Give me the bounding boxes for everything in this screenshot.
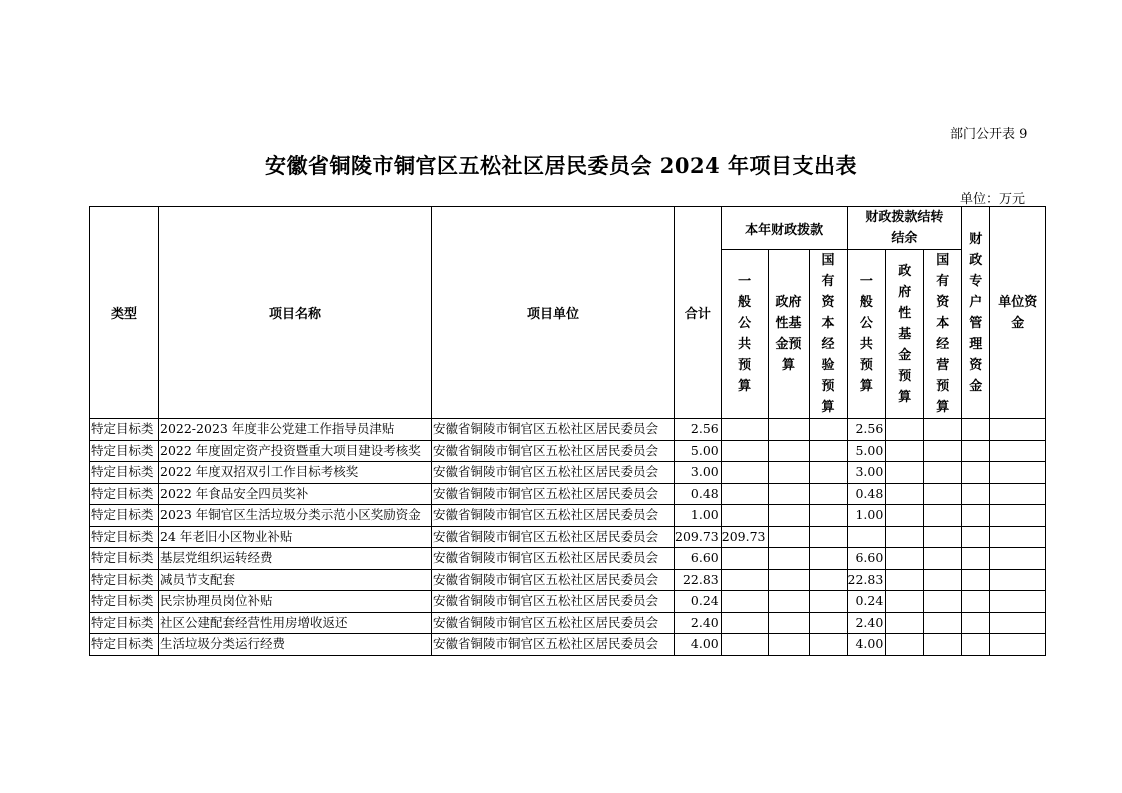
cell-project-name: 基层党组织运转经费 [159,548,432,570]
cell-empty [924,440,962,462]
cell-type: 特定目标类 [90,526,159,548]
cell-empty [962,419,990,441]
table-row [90,548,1046,570]
table-row [90,462,1046,484]
header-carryover-balance: 财政拨款结转结余 [847,207,962,250]
cell-empty [809,505,847,527]
header-carry-fund-budget: 政府性基金预算 [886,250,924,419]
cell-empty [990,634,1046,656]
cell-type: 特定目标类 [90,505,159,527]
cell-carry-general: 3.00 [847,462,886,484]
table-row [90,634,1046,656]
cell-carry-general [847,526,886,548]
cell-empty [886,569,924,591]
cell-total: 2.40 [675,612,722,634]
cell-project-name: 2022 年度固定资产投资暨重大项目建设考核奖 [159,440,432,462]
cell-cur-general: 209.73 [721,526,768,548]
cell-project-unit: 安徽省铜陵市铜官区五松社区居民委员会 [432,419,675,441]
cell-total: 209.73 [675,526,722,548]
cell-empty [768,462,809,484]
cell-project-unit: 安徽省铜陵市铜官区五松社区居民委员会 [432,440,675,462]
cell-empty [962,526,990,548]
cell-project-unit: 安徽省铜陵市铜官区五松社区居民委员会 [432,483,675,505]
header-carry-state-capital-budget: 国有资本经营预算 [924,250,962,419]
cell-type: 特定目标类 [90,591,159,613]
cell-type: 特定目标类 [90,569,159,591]
cell-cur-general [721,440,768,462]
cell-project-name: 2022 年食品安全四员奖补 [159,483,432,505]
table-row [90,505,1046,527]
cell-total: 3.00 [675,462,722,484]
cell-empty [990,548,1046,570]
form-number: 部门公开表 9 [950,127,1028,142]
cell-project-unit: 安徽省铜陵市铜官区五松社区居民委员会 [432,634,675,656]
cell-empty [886,526,924,548]
cell-project-unit: 安徽省铜陵市铜官区五松社区居民委员会 [432,505,675,527]
cell-cur-general [721,634,768,656]
cell-empty [809,591,847,613]
unit-label: 单位：万元 [960,192,1026,207]
cell-cur-general [721,462,768,484]
cell-empty [924,526,962,548]
header-carry-general-budget: 一般公共预算 [847,250,886,419]
cell-empty [924,505,962,527]
cell-total: 1.00 [675,505,722,527]
table-row [90,569,1046,591]
cell-project-name: 2022 年度双招双引工作目标考核奖 [159,462,432,484]
table-row [90,440,1046,462]
cell-empty [886,591,924,613]
header-special-account-funds: 财政专户管理资金 [962,207,990,419]
cell-empty [924,462,962,484]
cell-cur-general [721,505,768,527]
cell-cur-general [721,483,768,505]
cell-cur-general [721,591,768,613]
cell-empty [886,612,924,634]
project-expenditure-table [89,206,1046,656]
cell-project-name: 2023 年铜官区生活垃圾分类示范小区奖励资金 [159,505,432,527]
header-type: 类型 [90,207,159,419]
cell-empty [924,548,962,570]
cell-empty [809,569,847,591]
cell-empty [886,634,924,656]
cell-empty [924,419,962,441]
table-row [90,612,1046,634]
cell-empty [962,483,990,505]
table-row [90,591,1046,613]
cell-total: 0.24 [675,591,722,613]
cell-carry-general: 4.00 [847,634,886,656]
cell-empty [886,440,924,462]
cell-empty [809,612,847,634]
header-cur-general-budget: 一般公共预算 [721,250,768,419]
cell-empty [924,634,962,656]
header-cur-state-capital-budget: 国有资本经验预算 [809,250,847,419]
cell-empty [809,526,847,548]
cell-total: 2.56 [675,419,722,441]
cell-empty [768,569,809,591]
cell-empty [768,526,809,548]
cell-cur-general [721,548,768,570]
header-cur-fund-budget: 政府性基金预算 [768,250,809,419]
cell-project-unit: 安徽省铜陵市铜官区五松社区居民委员会 [432,612,675,634]
cell-carry-general: 22.83 [847,569,886,591]
cell-empty [886,505,924,527]
cell-cur-general [721,612,768,634]
cell-carry-general: 0.24 [847,591,886,613]
cell-project-unit: 安徽省铜陵市铜官区五松社区居民委员会 [432,548,675,570]
cell-empty [990,440,1046,462]
cell-cur-general [721,419,768,441]
cell-total: 5.00 [675,440,722,462]
cell-type: 特定目标类 [90,634,159,656]
cell-carry-general: 2.56 [847,419,886,441]
cell-empty [962,440,990,462]
cell-empty [809,548,847,570]
cell-total: 0.48 [675,483,722,505]
cell-project-name: 减员节支配套 [159,569,432,591]
cell-carry-general: 6.60 [847,548,886,570]
cell-type: 特定目标类 [90,440,159,462]
cell-carry-general: 5.00 [847,440,886,462]
header-current-year-appropriation: 本年财政拨款 [721,207,847,250]
cell-empty [809,419,847,441]
cell-empty [768,505,809,527]
cell-total: 22.83 [675,569,722,591]
cell-type: 特定目标类 [90,548,159,570]
cell-project-unit: 安徽省铜陵市铜官区五松社区居民委员会 [432,569,675,591]
cell-empty [768,548,809,570]
cell-empty [886,419,924,441]
cell-empty [962,569,990,591]
cell-cur-general [721,569,768,591]
cell-project-unit: 安徽省铜陵市铜官区五松社区居民委员会 [432,591,675,613]
cell-empty [886,462,924,484]
cell-empty [990,569,1046,591]
cell-empty [990,526,1046,548]
cell-empty [962,462,990,484]
cell-empty [990,483,1046,505]
cell-empty [962,634,990,656]
cell-empty [768,440,809,462]
cell-empty [768,483,809,505]
cell-empty [809,634,847,656]
cell-project-name: 社区公建配套经营性用房增收返还 [159,612,432,634]
header-unit-funds: 单位资金 [990,207,1046,419]
cell-type: 特定目标类 [90,612,159,634]
cell-empty [924,569,962,591]
cell-project-name: 2022-2023 年度非公党建工作指导员津贴 [159,419,432,441]
cell-empty [990,591,1046,613]
cell-type: 特定目标类 [90,483,159,505]
cell-empty [990,462,1046,484]
cell-empty [768,634,809,656]
cell-project-name: 24 年老旧小区物业补贴 [159,526,432,548]
cell-empty [962,591,990,613]
cell-carry-general: 2.40 [847,612,886,634]
cell-empty [962,505,990,527]
table-row [90,419,1046,441]
cell-empty [886,548,924,570]
cell-empty [990,612,1046,634]
cell-empty [924,591,962,613]
cell-empty [924,612,962,634]
cell-total: 6.60 [675,548,722,570]
cell-empty [768,591,809,613]
cell-total: 4.00 [675,634,722,656]
cell-type: 特定目标类 [90,419,159,441]
header-project-name: 项目名称 [159,207,432,419]
page-title: 安徽省铜陵市铜官区五松社区居民委员会 2024 年项目支出表 [264,153,858,178]
cell-empty [990,419,1046,441]
cell-empty [990,505,1046,527]
cell-empty [924,483,962,505]
cell-empty [768,612,809,634]
cell-empty [809,462,847,484]
cell-empty [962,548,990,570]
cell-carry-general: 1.00 [847,505,886,527]
cell-type: 特定目标类 [90,462,159,484]
cell-carry-general: 0.48 [847,483,886,505]
cell-empty [809,483,847,505]
table-row [90,526,1046,548]
header-project-unit: 项目单位 [432,207,675,419]
cell-empty [809,440,847,462]
header-total: 合计 [675,207,722,419]
cell-project-name: 民宗协理员岗位补贴 [159,591,432,613]
table-row [90,483,1046,505]
cell-empty [886,483,924,505]
cell-empty [768,419,809,441]
cell-project-name: 生活垃圾分类运行经费 [159,634,432,656]
cell-project-unit: 安徽省铜陵市铜官区五松社区居民委员会 [432,462,675,484]
cell-project-unit: 安徽省铜陵市铜官区五松社区居民委员会 [432,526,675,548]
cell-empty [962,612,990,634]
